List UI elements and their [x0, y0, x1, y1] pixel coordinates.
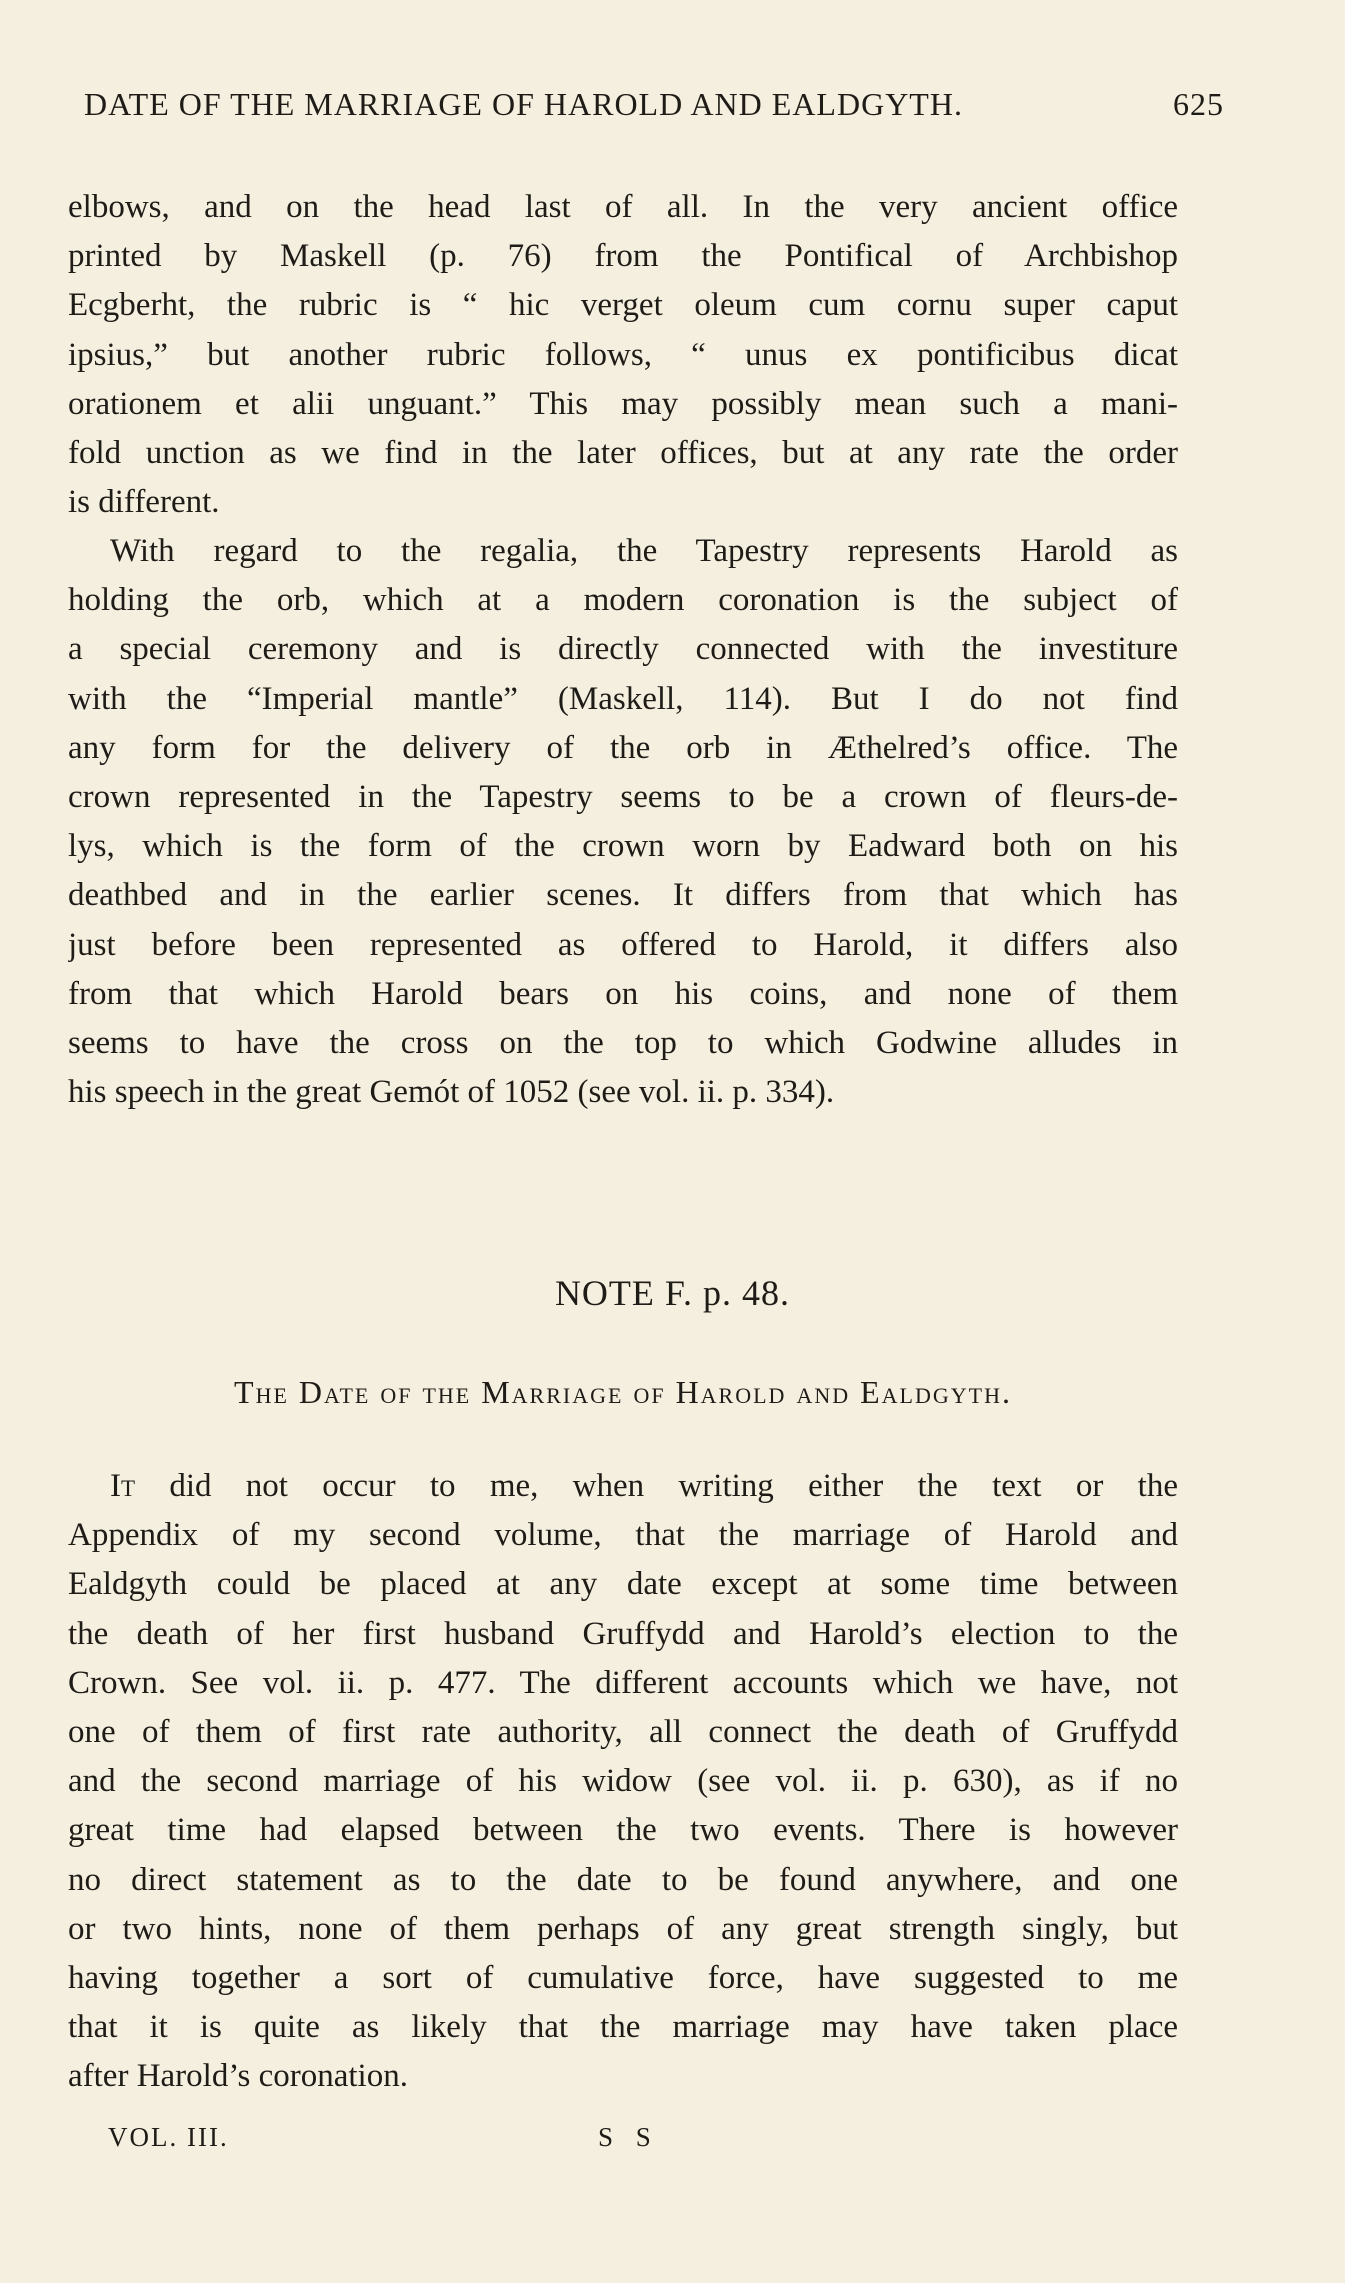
text-line — [68, 1462, 1178, 1511]
text-line: Ealdgyth could be placed at any date except at some time between — [68, 1566, 1178, 1603]
first-line-text: did not occur to me, when writing either the text or the — [135, 1468, 1178, 1504]
text-line: great time had elapsed between the two events. There is however — [68, 1812, 1178, 1849]
text-line: just before been represented as offered to Harold, it differs also — [68, 926, 1178, 963]
text-line: crown represented in the Tapestry seems to be a crown of fleurs-de- — [68, 779, 1178, 816]
text-line: orationem et alii unguant.” This may possibly mean such a mani- — [68, 385, 1178, 422]
paragraph-2 — [68, 527, 1178, 1117]
text-line: fold unction as we find in the later offices, but at any rate the order — [68, 435, 1178, 472]
text-line: Ecgberht, the rubric is “ hic verget oleum cum cornu super caput — [68, 287, 1178, 324]
text-line: that it is quite as likely that the marriage may have taken place — [68, 2009, 1178, 2046]
text-line: and the second marriage of his widow (see vol. ii. p. 630), as if no — [68, 1763, 1178, 1800]
text-line: deathbed and in the earlier scenes. It differs from that which has — [68, 877, 1178, 914]
text-line: after Harold’s coronation. — [68, 2058, 408, 2095]
page-number: 625 — [1173, 86, 1224, 122]
text-line: seems to have the cross on the top to which Godwine alludes in — [68, 1025, 1178, 1062]
section-title: The Date of the Marriage of Harold and Ealdgyth. — [234, 1374, 1012, 1410]
initial-word: It — [110, 1468, 136, 1504]
text-line: holding the orb, which at a modern coronation is the subject of — [68, 582, 1178, 619]
text-line: from that which Harold bears on his coins, and none of them — [68, 975, 1178, 1012]
text-line: one of them of first rate authority, all connect the death of Gruffydd — [68, 1714, 1178, 1751]
text-line: or two hints, none of them perhaps of any great strength singly, but — [68, 1910, 1178, 1947]
footer-volume: VOL. III. — [108, 2122, 229, 2152]
text-line: having together a sort of cumulative force, have suggested to me — [68, 1960, 1178, 1997]
text-line: with the “Imperial mantle” (Maskell, 114). But I do not find — [68, 680, 1178, 717]
text-line: any form for the delivery of the orb in Æthelred’s office. The — [68, 729, 1178, 766]
text-line: elbows, and on the head last of all. In the very ancient office — [68, 189, 1178, 225]
note-heading: NOTE F. p. 48. — [554, 1273, 791, 1313]
text-line: printed by Maskell (p. 76) from the Pontifical of Archbishop — [68, 238, 1178, 275]
text-line: Appendix of my second volume, that the marriage of Harold and — [68, 1517, 1178, 1554]
running-head-title: DATE OF THE MARRIAGE OF HAROLD AND EALDGYTH. — [84, 86, 963, 122]
text-line: Crown. See vol. ii. p. 477. The different accounts which we have, not — [68, 1664, 1178, 1701]
text-line: is different. — [68, 484, 220, 521]
text-line: lys, which is the form of the crown worn by Eadward both on his — [68, 828, 1178, 865]
text-line: ipsius,” but another rubric follows, “ unus ex pontificibus dicat — [68, 336, 1178, 373]
text-line: a special ceremony and is directly connected with the investiture — [68, 631, 1178, 668]
running-head — [84, 86, 1224, 123]
text-line: the death of her first husband Gruffydd and Harold’s election to the — [68, 1615, 1178, 1652]
paragraph-1 — [68, 183, 1178, 527]
text-line: With regard to the regalia, the Tapestry represents Harold as — [110, 533, 1178, 569]
paragraph-3 — [68, 1462, 1178, 2102]
footer-signature: S S — [598, 2122, 659, 2152]
text-line: no direct statement as to the date to be found anywhere, and one — [68, 1861, 1178, 1898]
text-line: his speech in the great Gemót of 1052 (see vol. ii. p. 334). — [68, 1074, 835, 1111]
